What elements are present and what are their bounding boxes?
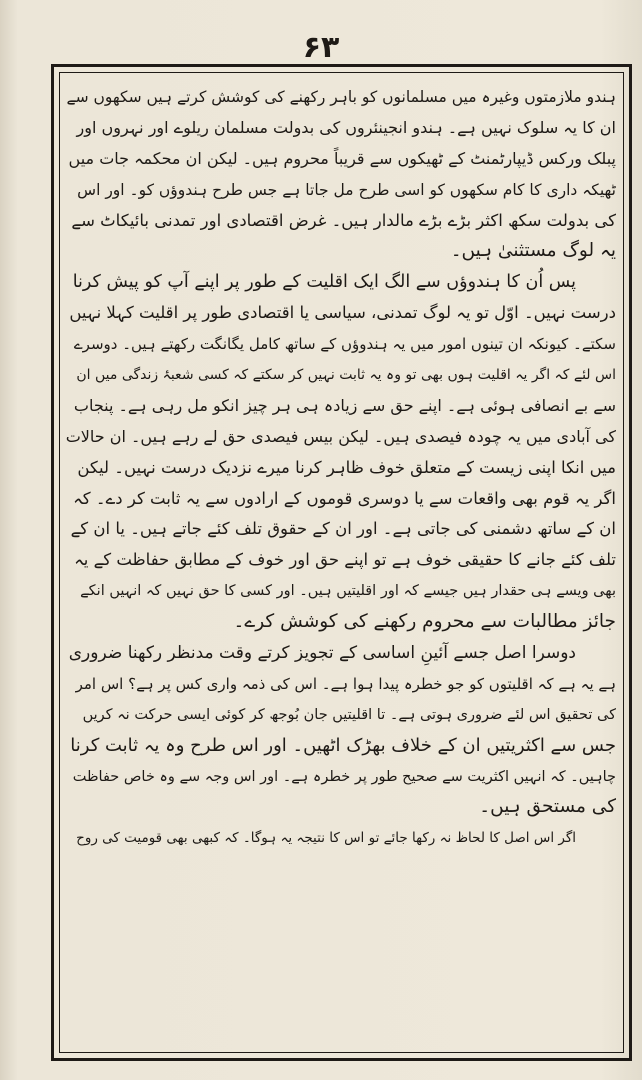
- text-line: درست نہیں۔ اوّل تو یہ لوگ تمدنی، سیاسی یا اقتصادی طور پر اقلیت کہلا نہیں: [69, 303, 616, 323]
- text-line: سے بے انصافی ہوئی ہے۔ اپنے حق سے زیادہ ہی ہر چیز انکو مل رہی ہے۔ پنجاب: [73, 395, 616, 415]
- text-line: ہے یہ ہے کہ اقلیتوں کو جو خطرہ پیدا ہوا ہے۔ اس کی ذمہ واری کس پر ہے؟ اس امر: [75, 674, 616, 693]
- text-line: اس لئے کہ اگر یہ اقلیت ہوں بھی تو وہ یہ ثابت نہیں کر سکتے کہ کسی شعبۂ زندگی میں ان: [76, 367, 616, 384]
- text-line: ہندو ملازمتوں وغیرہ میں مسلمانوں کو باہر رکھنے کی کوشش کرتے ہیں سکھوں سے: [66, 88, 616, 106]
- text-line: یہ لوگ مستثنیٰ ہیں۔: [450, 240, 616, 262]
- text-line: ان کا یہ سلوک نہیں ہے۔ ہندو انجینئروں کی بدولت مسلمان ریلوے اور نہروں اور: [76, 117, 616, 137]
- text-line: تلف کئے جانے کا حقیقی خوف ہے تو اپنے حق اور خوف کے مطابق حفاظت کے یہ: [74, 550, 616, 570]
- text-line: اگر یہ قوم بھی واقعات سے یا دوسری قوموں کے ارادوں سے یہ ثابت کر دے۔ کہ: [73, 488, 616, 508]
- body-text: [66, 82, 616, 1050]
- text-line: میں انکا اپنی زیست کے متعلق خوف ظاہر کرنا میرے نزدیک درست نہیں۔ لیکن: [77, 457, 616, 477]
- text-line: کی تحقیق اس لئے ضروری ہوتی ہے۔ تا اقلیتیں جان بُوجھ کر کوئی ایسی حرکت نہ کریں: [82, 706, 616, 723]
- text-line: دوسرا اصل جسے آئینِ اساسی کے تجویز کرتے وقت مدنظر رکھنا ضروری: [68, 643, 576, 664]
- text-line: ان کے ساتھ دشمنی کی جاتی ہے۔ اور ان کے حقوق تلف کئے جاتے ہیں۔ یا ان کے: [70, 519, 616, 539]
- text-line: چاہیں۔ کہ انہیں اکثریت سے صحیح طور پر خطرہ ہے۔ اور اس وجہ سے وہ خاص حفاظت: [72, 768, 616, 785]
- text-line: ٹھیکہ داری کا کام سکھوں کو اسی طرح مل جاتا ہے جس طرح ہندوؤں کو۔ اور اس: [77, 180, 616, 199]
- text-line: پبلک ورکس ڈیپارٹمنٹ کے ٹھیکوں سے قریباً محروم ہیں۔ لیکن ان محکمہ جات میں: [68, 148, 616, 168]
- text-line: اگر اس اصل کا لحاظ نہ رکھا جائے تو اس کا نتیجہ یہ ہوگا۔ کہ کبھی بھی قومیت کی روح: [76, 830, 576, 847]
- text-line: کی آبادی میں یہ چودہ فیصدی ہیں۔ لیکن بیس فیصدی حق لے رہے ہیں۔ ان حالات: [66, 426, 616, 446]
- page-number: ۶۳: [302, 30, 340, 65]
- text-line: جس سے اکثریتیں ان کے خلاف بھڑک اٹھیں۔ اور اس طرح وہ یہ ثابت کرنا: [70, 734, 616, 756]
- text-line: کی بدولت سکھ اکثر بڑے بڑے مالدار ہیں۔ غرض اقتصادی اور تمدنی بائیکاٹ سے: [71, 210, 616, 230]
- text-line: پس اُن کا ہندوؤں سے الگ ایک اقلیت کے طور پر اپنے آپ کو پیش کرنا: [72, 272, 576, 293]
- text-line: کی مستحق ہیں۔: [479, 796, 616, 818]
- text-line: بھی ویسے ہی حقدار ہیں جیسے کہ اور اقلیتیں ہیں۔ اور کسی کا حق نہیں کہ انہیں انکے: [80, 583, 616, 600]
- text-line: جائز مطالبات سے محروم رکھنے کی کوشش کرے۔: [233, 611, 616, 633]
- text-line: سکتے۔ کیونکہ ان تینوں امور میں یہ ہندوؤں کے ساتھ کامل یگانگت رکھتے ہیں۔ دوسرے: [73, 335, 616, 354]
